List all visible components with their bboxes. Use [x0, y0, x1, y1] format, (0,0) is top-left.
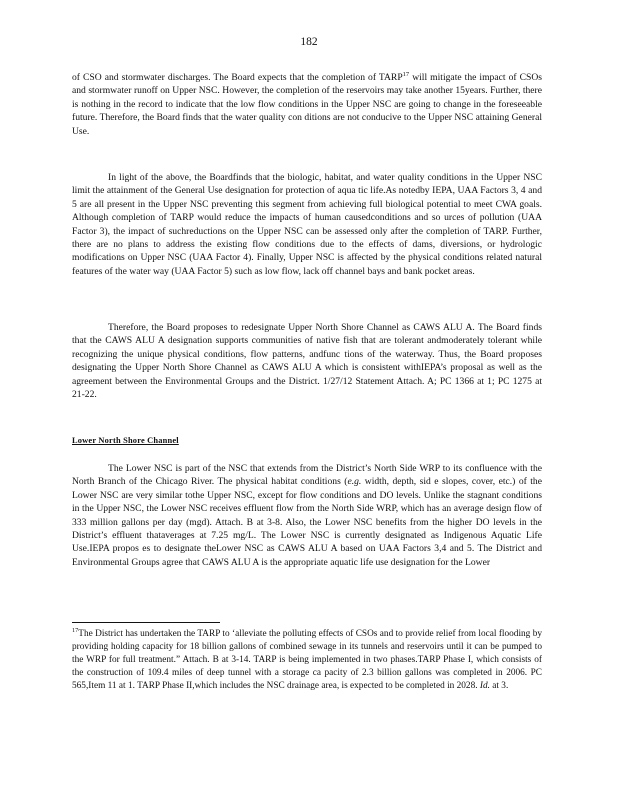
section-heading: Lower North Shore Channel: [72, 436, 179, 445]
paragraph-text: Therefore, the Board proposes to redesignate Upper North Shore Channel as CAWS ALU A. The Board finds that the CAWS ALU A designation supports communities of native fish that are tolerant andmoderately tolerant while recognizing the unique physical conditions, flow patterns, andfunc tions of the waterway. Thus, the Board proposes designating the Upper North Shore Channel as CAWS ALU A which is consistent withIEPA’s proposal as well as the agreement between the Environmental Groups and the District. 1/27/12 Statement Attach. A; PC 1366 at 1; PC 1275 at 21-22.: [72, 322, 542, 401]
paragraph-text: width, depth, sid e slopes, cover, etc.) of the Lower NSC are very similar tothe Upper NSC, except for flow conditions and DO levels. Unlike the stagnant conditions in the Upper NSC, the Lower NSC receives effluent flow from the North Side WRP, which has an average design flow of 333 million gallons per day (mgd). Attach. B at 3-8. Also, the Lower NSC benefits from the higher DO levels in the District’s effluent thataverages at 7.25 mg/L. The Lower NSC is currently designated as Indigenous Aquatic Life Use.IEPA propos es to designate theLower NSC as CAWS ALU A based on UAA Factors 3,4 and 5. The District and Environmental Groups agree that CAWS ALU A is the appropriate aquatic life use designation for the Lower: [72, 476, 542, 568]
footnote-number: 17: [72, 626, 79, 634]
paragraph-text: of CSO and stormwater discharges. The Board expects that the completion of TARP: [72, 72, 403, 83]
footnote-text: at 3.: [489, 681, 509, 692]
footnote-reference[interactable]: 17: [402, 70, 410, 78]
footnote-divider: [72, 622, 220, 623]
paragraph-board-proposal: [72, 321, 542, 401]
footnote-text: The District has undertaken the TARP to ‘alleviate the polluting effects of CSOs and to provide relief from local flooding by providing holding capacity for 18 billion gallons of combined sewage in its tunnels and reservoirs until it can be pumped to the WRP for full treatment.” Attach. B at 3-14. TARP is being implemented in two phases.TARP Phase I, which consists of the construction of 109.4 miles of deep tunnel with a storage ca pacity of 2.3 billion gallons was completed in 2006. PC 565,Item 11 at 1. TARP Phase II,which includes the NSC drainage area, is expected to be completed in 2028.: [72, 629, 542, 692]
paragraph-continuation: [72, 71, 542, 138]
paragraph-upper-nsc-conditions: [72, 171, 542, 278]
paragraph-lower-nsc: [72, 462, 542, 569]
page-number: 182: [300, 36, 318, 48]
footnote: [72, 628, 542, 693]
footnote-id-citation: Id.: [479, 681, 490, 692]
italic-text: e.g.: [347, 476, 362, 488]
paragraph-text: In light of the above, the Boardfinds that the biologic, habitat, and water quality conditions in the Upper NSC limit the attainment of the General Use designation for protection of aqua tic life.As notedby IEPA, UAA Factors 3, 4 and 5 are all present in the Upper NSC preventing this segment from achieving full biological potential to meet CWA goals. Although completion of TARP would reduce the impacts of human causedconditions and so urces of pollution (UAA Factor 3), the impact of suchreductions on the Upper NSC can be assessed only after the completion of TARP. Further, there are no plans to address the existing flow conditions due to the effects of dams, diversions, or hydrologic modifications on Upper NSC (UAA Factor 4). Finally, Upper NSC is affected by the physical conditions related natural features of the water way (UAA Factor 5) such as low flow, lack off channel bays and bank pocket areas.: [72, 172, 542, 277]
paragraph-text: The Lower NSC is part of the NSC that extends from the District’s North Side WRP to its confluence with the North Branch of the Chicago River. The physical habitat conditions (: [72, 463, 542, 488]
paragraph-text: will mitigate the impact of CSOs and stormwater runoff on Upper NSC. However, the completion of the reservoirs may take another 15years. Further, there is nothing in the record to indicate that the low flow conditions in the Upper NSC are going to change in the foreseeable future. Therefore, the Board finds that the water quality con ditions are not conducive to the Upper NSC attaining General Use.: [72, 72, 542, 137]
